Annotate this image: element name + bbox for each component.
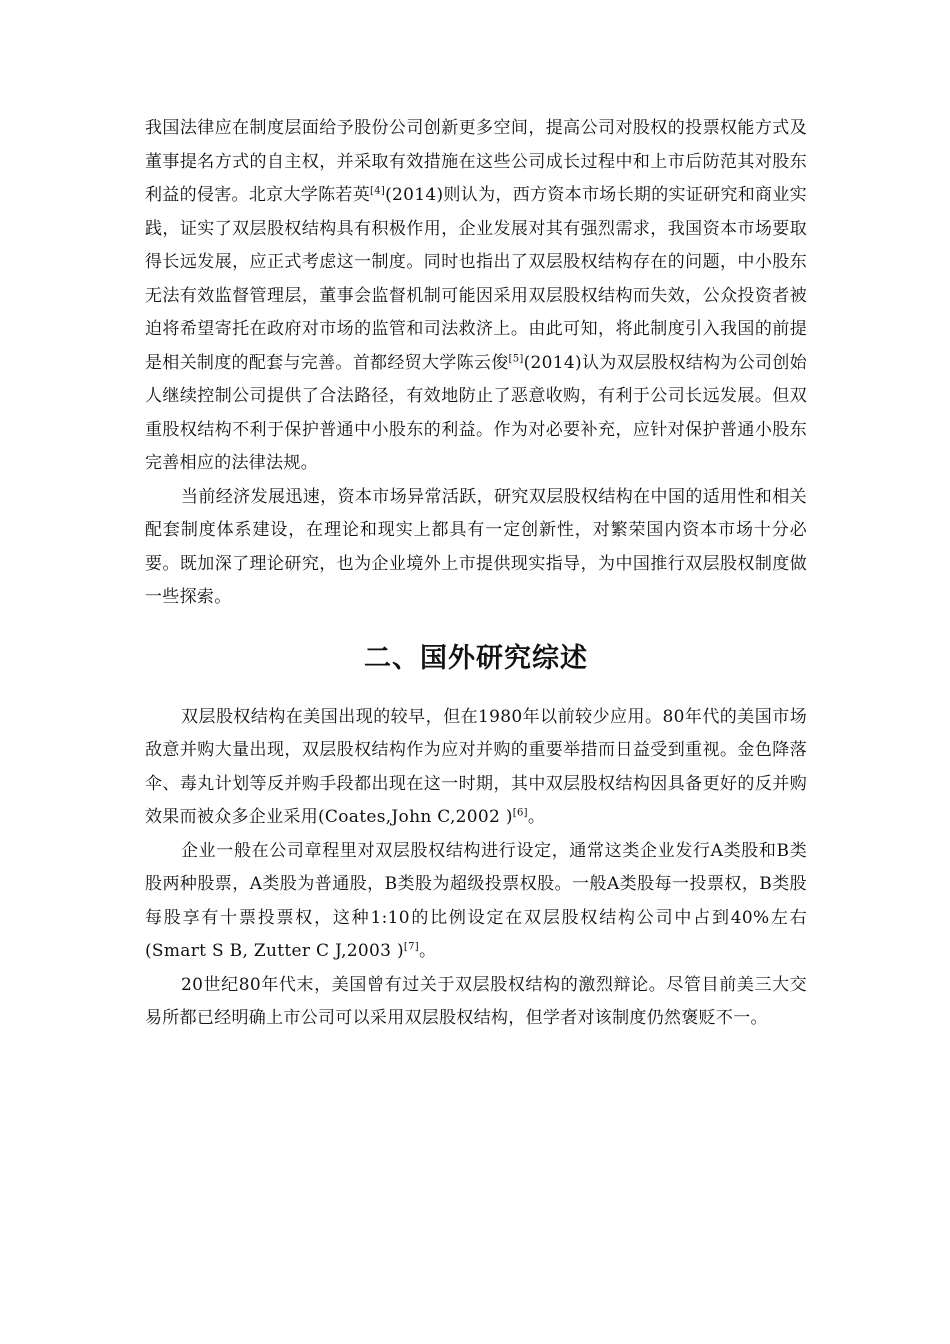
section-heading: 二、国外研究综述 — [364, 642, 588, 674]
paragraph-text: (2014)则认为，西方资本市场长期的实证研究和商业实践，证实了双层股权结构具有积极作用，企业发展对其有强烈需求，我国资本市场要取得长远发展，应正式考虑这一制度。同时也指出了双层股权结构存在的问题，中小股东无法有效监督管理层，董事会监督机制可能因采用双层股权结构而失效，公众投资者被迫将希望寄托在政府对市场的监管和司法救济上。由此可知，将此制度引入我国的前提是相关制度的配套与完善。首都经贸大学陈云俊 — [145, 185, 807, 373]
body-paragraph — [145, 701, 807, 835]
paragraph-text: 双层股权结构在美国出现的较早，但在1980年以前较少应用。80年代的美国市场敌意并购大量出现，双层股权结构作为应对并购的重要举措而日益受到重视。金色降落伞、毒丸计划等反并购手段都出现在这一时期，其中双层股权结构因具备更好的反并购效果而被众多企业采用(Coates,John C,2002 ) — [145, 706, 807, 827]
body-paragraph: 当前经济发展迅速，资本市场异常活跃，研究双层股权结构在中国的适用性和相关配套制度体系建设，在理论和现实上都具有一定创新性，对繁荣国内资本市场十分必要。既加深了理论研究，也为企业境外上市提供现实指导，为中国推行双层股权制度做一些探索。 — [145, 486, 807, 607]
citation-ref: [5] — [508, 352, 524, 364]
citation-ref: [4] — [370, 185, 386, 197]
document-page — [145, 112, 807, 1036]
paragraph-text: 我国法律应在制度层面给予股份公司创新更多空间，提高公司对股权的投票权能方式及董事提名方式的自主权，并采取有效措施在这些公司成长过程中和上市后防范其对股东利益的侵害。北京大学陈若英 — [145, 118, 807, 205]
paragraph-end: 。 — [527, 807, 546, 827]
citation-ref: [6] — [512, 807, 528, 819]
body-paragraph: 20世纪80年代末，美国曾有过关于双层股权结构的激烈辩论。尽管目前美三大交易所都已经明确上市公司可以采用双层股权结构，但学者对该制度仍然褒贬不一。 — [145, 974, 807, 1028]
body-paragraph — [145, 112, 807, 481]
citation-ref: [7] — [403, 941, 419, 953]
body-paragraph — [145, 835, 807, 969]
paragraph-text: 企业一般在公司章程里对双层股权结构进行设定，通常这类企业发行A类股和B类股两种股票，A类股为普通股，B类股为超级投票权股。一般A类股每一投票权，B类股每股享有十票投票权，这种1:10的比例设定在双层股权结构公司中占到40%左右(Smart S B, Zutter C J,2003 ) — [145, 840, 807, 961]
paragraph-end: 。 — [418, 941, 437, 961]
paragraph-text: (2014)认为双层股权结构为公司创始人继续控制公司提供了合法路径，有效地防止了恶意收购，有利于公司长远发展。但双重股权结构不利于保护普通中小股东的利益。作为对必要补充，应针对保护普通小股东完善相应的法律法规。 — [145, 352, 807, 473]
